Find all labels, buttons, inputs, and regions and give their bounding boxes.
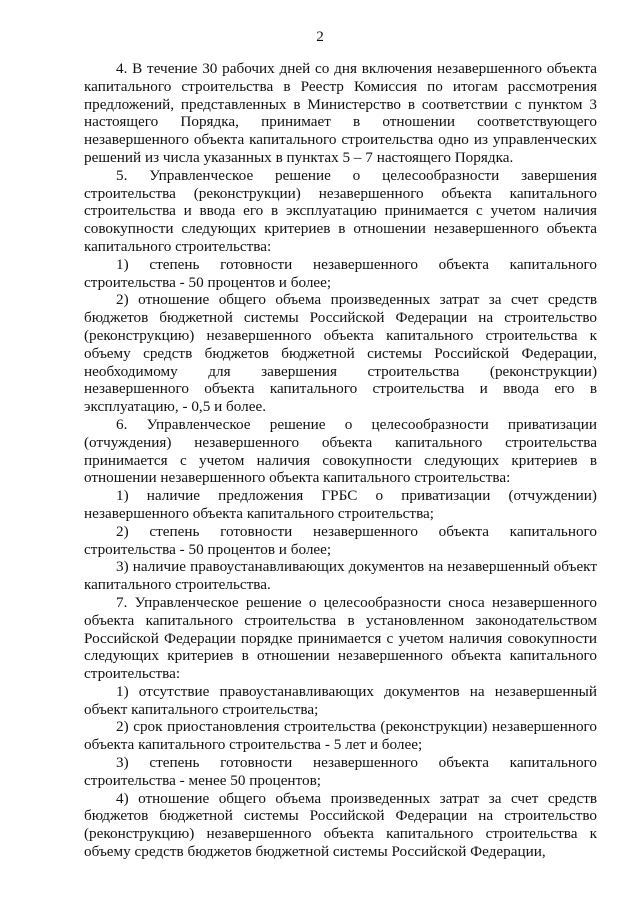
- paragraph-7-criterion-1: 1) отсутствие правоустанавливающих документов на незавершенный объект капитального строительства;: [84, 682, 597, 718]
- paragraph-5-criterion-2: 2) отношение общего объема произведенных затрат за счет средств бюджетов бюджетной системы Российской Федерации на строительство (реконструкцию) незавершенного объекта капитального строительства к объему средств бюджетов бюджетной системы Российской Федерации, необходимому для завершения строительства (реконструкции) незавершенного объекта капитального строительства и ввода его в эксплуатацию, - 0,5 и более.: [84, 291, 597, 416]
- paragraph-7-criterion-3: 3) степень готовности незавершенного объекта капитального строительства - менее 50 процентов;: [84, 754, 597, 789]
- paragraph-6: 6. Управленческое решение о целесообразности приватизации (отчуждения) незавершенного объекта капитального строительства принимается с учетом наличия совокупности следующих критериев в отношении незавершенного объекта капитального строительства:: [84, 415, 597, 487]
- paragraph-6-criterion-1: 1) наличие предложения ГРБС о приватизации (отчуждении) незавершенного объекта капитального строительства;: [84, 487, 597, 522]
- paragraph-5-criterion-1: 1) степень готовности незавершенного объекта капитального строительства - 50 процентов и более;: [84, 255, 597, 291]
- paragraph-7-criterion-4: 4) отношение общего объема произведенных затрат за счет средств бюджетов бюджетной системы Российской Федерации на строительство (реконструкцию) незавершенного объекта капитального строительства к объему средств бюджетов бюджетной системы Российской Федерации,: [84, 789, 597, 861]
- paragraph-4: 4. В течение 30 рабочих дней со дня включения незавершенного объекта капитального строительства в Реестр Комиссия по итогам рассмотрения предложений, представленных в Министерство в соответствии с пунктом 3 настоящего Порядка, принимает в отношении соответствующего незавершенного объекта капитального строительства одно из управленческих решений из числа указанных в пунктах 5 – 7 настоящего Порядка.: [84, 60, 597, 166]
- paragraph-6-criterion-3: 3) наличие правоустанавливающих документов на незавершенный объект капитального строительства.: [84, 558, 597, 594]
- paragraph-7: 7. Управленческое решение о целесообразности сноса незавершенного объекта капитального строительства в установленном законодательством Российской Федерации порядке принимается с учетом наличия совокупности следующих критериев в отношении незавершенного объекта капитального строительства:: [84, 593, 597, 683]
- paragraph-7-criterion-2: 2) срок приостановления строительства (реконструкции) незавершенного объекта капитального строительства - 5 лет и более;: [84, 718, 597, 754]
- paragraph-6-criterion-2: 2) степень готовности незавершенного объекта капитального строительства - 50 процентов и более;: [84, 522, 597, 558]
- page-number: 2: [316, 28, 324, 45]
- document-body: [84, 60, 597, 861]
- paragraph-5: 5. Управленческое решение о целесообразности завершения строительства (реконструкции) незавершенного объекта капитального строительства и ввода его в эксплуатацию принимается с учетом наличия совокупности следующих критериев в отношении незавершенного объекта капитального строительства:: [84, 166, 597, 255]
